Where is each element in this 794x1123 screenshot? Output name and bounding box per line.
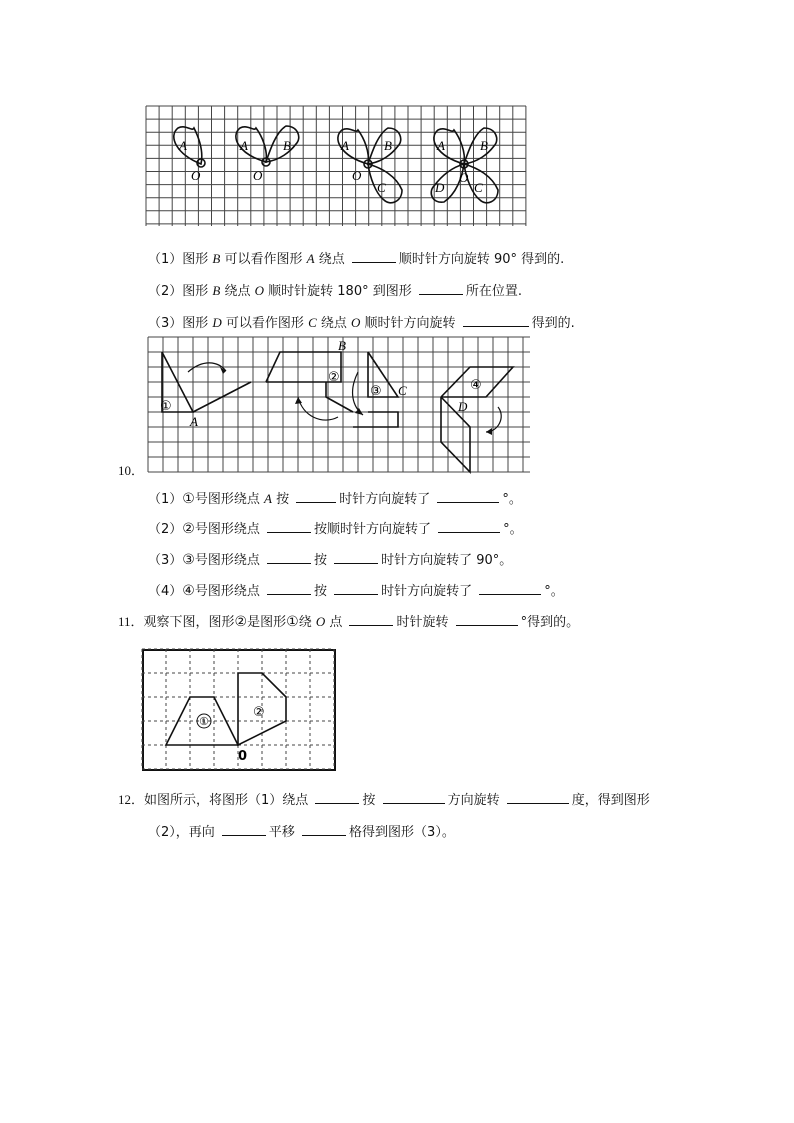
q11-t6: 点 — [325, 615, 347, 630]
q9-line-2 — [148, 281, 522, 301]
q9-l2-b: B — [212, 283, 221, 298]
q12-l1-t0: 如图所示，将图形（1）绕点 — [144, 793, 313, 808]
q9-l1-t6: 顺时针方向旋转 90° 得到的. — [398, 252, 565, 267]
q9-l2-t6: 所在位置. — [465, 284, 522, 299]
q10-l2-blank-2[interactable] — [438, 519, 500, 533]
q11-blank-1[interactable] — [349, 612, 393, 626]
q11-t4: 绕 — [298, 615, 316, 630]
q10-l1-t4: 按 — [271, 492, 294, 507]
q12-blank-4[interactable] — [222, 822, 266, 836]
q12-blank-5[interactable] — [302, 822, 346, 836]
q11-c2: ② — [234, 614, 248, 630]
q10-l1-t0: （1） — [148, 492, 183, 507]
q9-label-o2: O — [253, 168, 263, 183]
q9-label-d4: D — [435, 180, 445, 195]
q10-number: 10． — [118, 463, 145, 478]
q11-t8: 时针旋转 — [396, 615, 453, 630]
q10-l2-t4: 按顺时针方向旋转了 — [313, 522, 436, 537]
q9-l2-o: O — [254, 283, 265, 298]
q12-l1-t4: 方向旋转 — [447, 793, 504, 808]
q10-shape-3-rotated — [353, 412, 398, 427]
q10-label-c4: ④ — [470, 378, 482, 393]
q9-l2-blank[interactable] — [419, 281, 463, 295]
q9-l3-d: D — [212, 315, 222, 330]
q9-label-a1: A — [179, 138, 187, 153]
q10-l2-t0: （2） — [148, 522, 183, 537]
q10-label-a: A — [190, 414, 198, 429]
q11-rotation-figure — [142, 649, 336, 771]
q10-label-d: D — [458, 399, 468, 414]
q10-l4-blank-2[interactable] — [334, 581, 378, 595]
q11-o: O — [315, 614, 326, 629]
q10-arrowhead-2 — [295, 397, 302, 404]
q9-flower-grid-figure — [146, 106, 526, 228]
q12-l2-t0: （2），再向 — [148, 825, 219, 840]
q12-blank-3[interactable] — [507, 790, 569, 804]
q10-l3-blank-2[interactable] — [334, 550, 378, 564]
q12-number: 12． — [118, 792, 145, 807]
q9-l3-o: O — [351, 315, 361, 330]
q10-l4-t4: 按 — [313, 584, 332, 599]
q9-l1-blank[interactable] — [352, 249, 396, 263]
q9-l2-t0: （2）图形 — [148, 284, 213, 299]
q9-label-a3: A — [341, 138, 349, 153]
q9-label-a4: A — [437, 138, 445, 153]
q10-arrowhead-4 — [486, 428, 492, 435]
q10-l3-t6: 时针方向旋转了 90°。 — [381, 553, 513, 568]
q9-l1-b: B — [212, 251, 221, 266]
q10-l4-blank-3[interactable] — [479, 581, 541, 595]
q9-label-c3: C — [377, 180, 386, 195]
q12-line-1 — [118, 790, 650, 810]
q10-label-c1: ① — [160, 399, 172, 414]
q11-line — [118, 612, 579, 632]
q10-l4-t0: （4） — [148, 584, 183, 599]
q9-line-1 — [148, 249, 564, 269]
q10-l4-t2: 号图形绕点 — [194, 584, 264, 599]
q12-l1-t6: 度，得到图形 — [571, 793, 650, 808]
q10-line-2 — [148, 519, 523, 539]
q12-blank-2[interactable] — [383, 790, 445, 804]
q9-l3-c: C — [308, 315, 317, 330]
q9-l3-t2: 可以看作图形 — [221, 316, 309, 331]
q10-label-b: B — [338, 338, 346, 353]
q10-l1-blank-2[interactable] — [437, 489, 499, 503]
q9-line-3 — [148, 313, 575, 333]
q12-blank-1[interactable] — [315, 790, 359, 804]
q10-arrow-4 — [486, 407, 501, 432]
q9-label-o4: O — [459, 170, 469, 185]
q9-label-b4: B — [480, 138, 488, 153]
q11-number: 11． — [118, 614, 144, 629]
q10-l1-c: ① — [182, 491, 195, 507]
q10-l3-t0: （3） — [148, 553, 183, 568]
q11-c1: ① — [286, 614, 299, 630]
q9-l3-blank[interactable] — [463, 313, 529, 327]
q11-label-2: ② — [253, 705, 265, 720]
q10-line-4 — [148, 581, 564, 601]
q9-l1-t4: 绕点 — [314, 252, 349, 267]
q10-l4-c: ④ — [182, 583, 195, 599]
q10-label-c3: ③ — [370, 384, 382, 399]
q9-label-o1: O — [191, 168, 201, 183]
q10-l3-c: ③ — [182, 552, 195, 568]
q10-l1-t2: 号图形绕点 — [194, 492, 264, 507]
q9-l3-t6: 顺时针方向旋转 — [360, 316, 460, 331]
q10-l2-c: ② — [182, 521, 195, 537]
q9-l3-t8: 得到的. — [531, 316, 575, 331]
q9-label-b2: B — [283, 138, 291, 153]
q9-l3-t0: （3）图形 — [148, 316, 213, 331]
q11-label-1: ① — [199, 715, 209, 728]
q9-label-c4: C — [474, 180, 483, 195]
q11-blank-2[interactable] — [456, 612, 518, 626]
q12-l2-t4: 格得到图形（3）。 — [349, 825, 455, 840]
q9-l2-t4: 顺时针旋转 180° 到图形 — [264, 284, 416, 299]
q10-l4-t8: °。 — [544, 584, 564, 599]
q9-l1-a: A — [306, 251, 315, 266]
q10-line-1 — [148, 489, 522, 509]
q10-l2-blank-1[interactable] — [267, 519, 311, 533]
q10-rotation-grid-figure — [148, 337, 530, 473]
q10-l1-a: A — [263, 491, 272, 506]
q10-label-c2: ② — [328, 370, 340, 385]
q10-l3-t2: 号图形绕点 — [194, 553, 264, 568]
q9-l3-t4: 绕点 — [316, 316, 351, 331]
q9-label-o3: O — [352, 168, 362, 183]
q10-l1-t8: °。 — [502, 492, 522, 507]
q10-l3-t4: 按 — [313, 553, 332, 568]
q12-l2-t2: 平移 — [268, 825, 300, 840]
q10-l2-t6: °。 — [503, 522, 523, 537]
q12-l1-t2: 按 — [362, 793, 380, 808]
q10-l1-blank-1[interactable] — [296, 489, 336, 503]
q12-line-2 — [148, 822, 455, 842]
q10-label-c: C — [398, 383, 407, 398]
q10-l4-blank-1[interactable] — [267, 581, 311, 595]
q11-label-o: 0 — [238, 749, 248, 764]
q11-t2: 是图形 — [247, 615, 287, 630]
q9-l1-t0: （1）图形 — [148, 252, 213, 267]
q9-label-b3: B — [384, 138, 392, 153]
q9-l1-t2: 可以看作图形 — [220, 252, 307, 267]
q9-label-a2: A — [240, 138, 248, 153]
q11-t10: °得到的。 — [520, 615, 580, 630]
q10-l4-t6: 时针方向旋转了 — [381, 584, 477, 599]
q10-line-3 — [148, 550, 512, 570]
q11-t0: 观察下图，图形 — [143, 615, 235, 630]
q9-l2-t2: 绕点 — [220, 284, 255, 299]
q10-l2-t2: 号图形绕点 — [194, 522, 264, 537]
q10-l3-blank-1[interactable] — [267, 550, 311, 564]
q10-l1-t6: 时针方向旋转了 — [339, 492, 435, 507]
